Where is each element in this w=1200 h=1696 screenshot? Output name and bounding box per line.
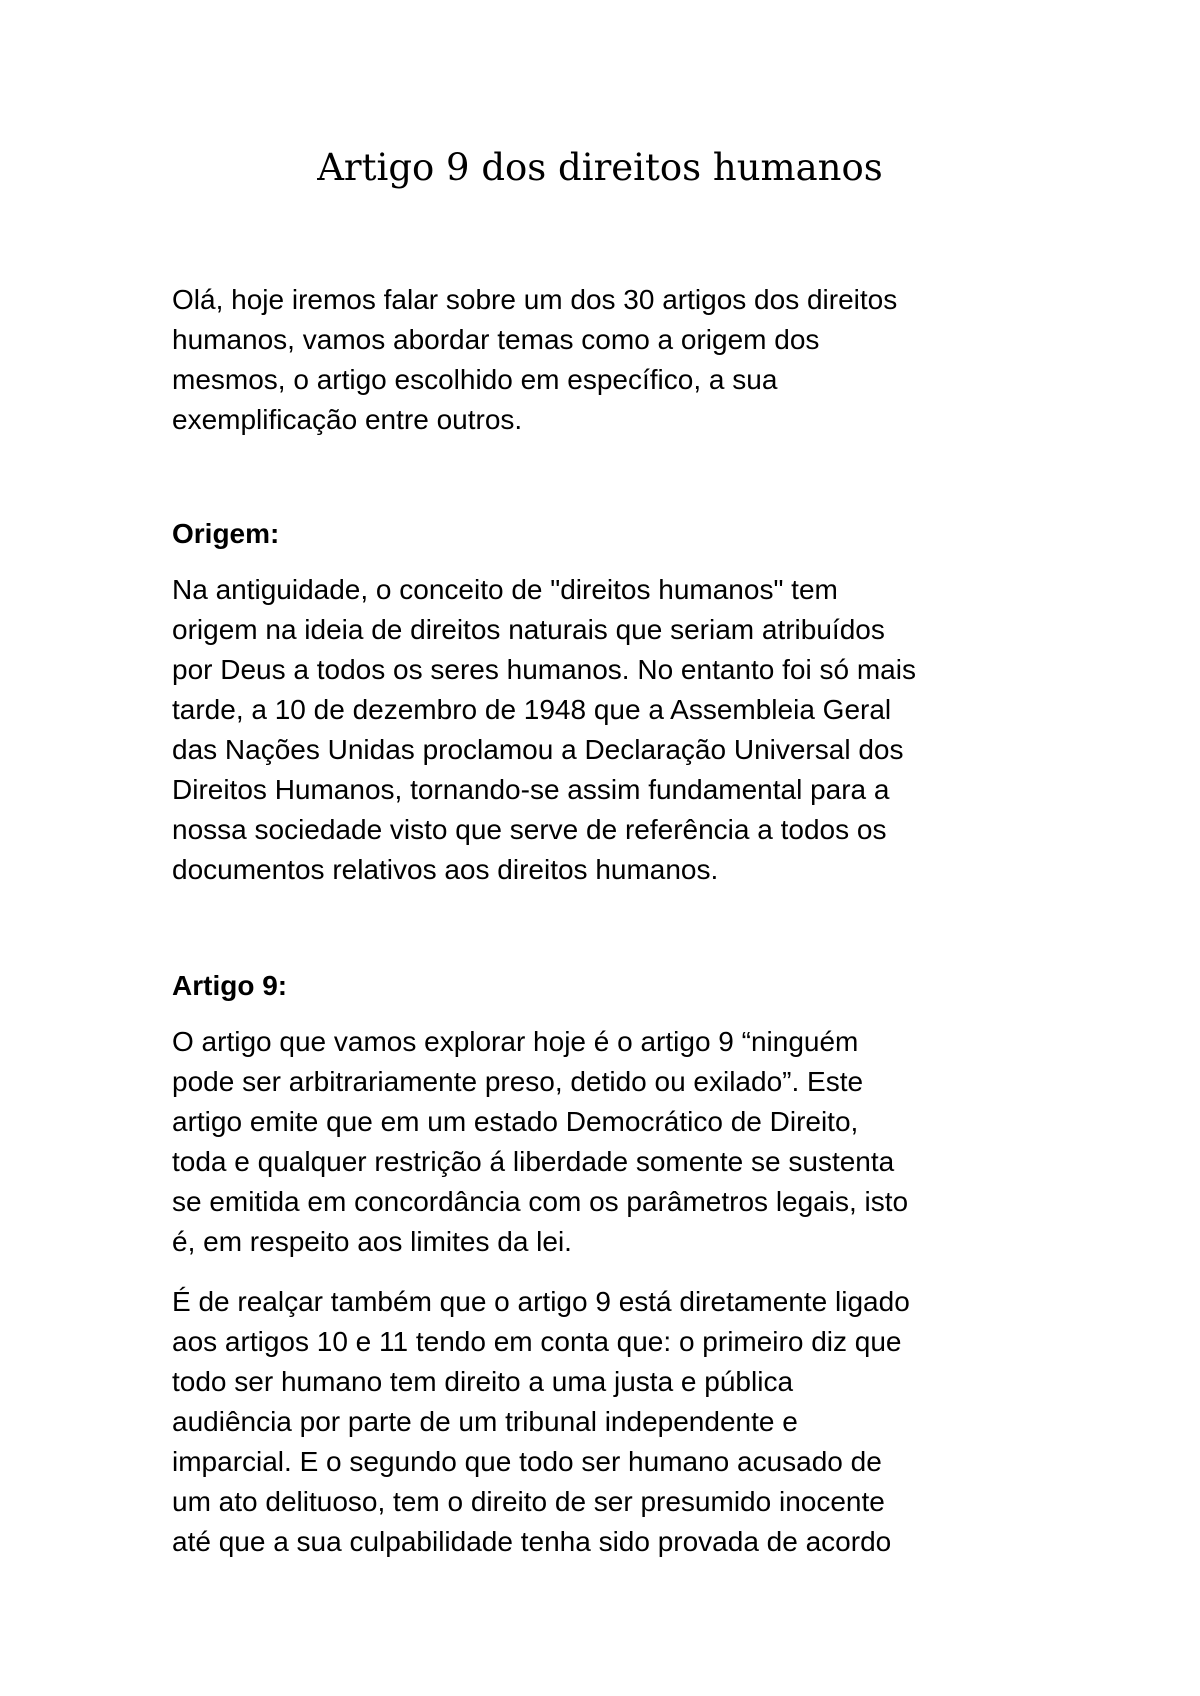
intro-paragraph [172,280,1052,440]
text-line: aos artigos 10 e 11 tendo em conta que: o primeiro diz que [172,1326,902,1357]
text-line: É de realçar também que o artigo 9 está diretamente ligado [172,1286,910,1317]
text-line: se emitida em concordância com os parâmetros legais, isto [172,1186,909,1217]
text-line: mesmos, o artigo escolhido em específico, a sua [172,364,778,395]
text-line: exemplificação entre outros. [172,404,523,435]
origem-paragraph [172,570,1052,890]
text-line: origem na ideia de direitos naturais que seriam atribuídos [172,614,885,645]
text-line: imparcial. E o segundo que todo ser humano acusado de [172,1446,882,1477]
related-articles-paragraph [172,1282,1052,1562]
text-line: Direitos Humanos, tornando-se assim fundamental para a [172,774,890,805]
text-line: artigo emite que em um estado Democrático de Direito, [172,1106,859,1137]
text-line: documentos relativos aos direitos humanos. [172,854,719,885]
text-line: Olá, hoje iremos falar sobre um dos 30 artigos dos direitos [172,284,898,315]
text-line: até que a sua culpabilidade tenha sido provada de acordo [172,1526,892,1557]
text-line: Na antiguidade, o conceito de "direitos humanos" tem [172,574,838,605]
text-line: um ato delituoso, tem o direito de ser presumido inocente [172,1486,885,1517]
text-line: por Deus a todos os seres humanos. No entanto foi só mais [172,654,916,685]
text-line: audiência por parte de um tribunal independente e [172,1406,798,1437]
artigo-9-paragraph [172,1022,1052,1262]
text-line: O artigo que vamos explorar hoje é o artigo 9 “ninguém [172,1026,859,1057]
section-heading-origem: Origem: [172,518,280,549]
section-heading-artigo-9: Artigo 9: [172,970,288,1001]
text-line: é, em respeito aos limites da lei. [172,1226,572,1257]
text-line: das Nações Unidas proclamou a Declaração Universal dos [172,734,904,765]
text-line: toda e qualquer restrição á liberdade somente se sustenta [172,1146,895,1177]
text-line: todo ser humano tem direito a uma justa e pública [172,1366,794,1397]
text-line: humanos, vamos abordar temas como a origem dos [172,324,820,355]
text-line: nossa sociedade visto que serve de referência a todos os [172,814,887,845]
text-line: pode ser arbitrariamente preso, detido ou exilado”. Este [172,1066,864,1097]
document-title: Artigo 9 dos direitos humanos [317,146,883,189]
text-line: tarde, a 10 de dezembro de 1948 que a Assembleia Geral [172,694,892,725]
